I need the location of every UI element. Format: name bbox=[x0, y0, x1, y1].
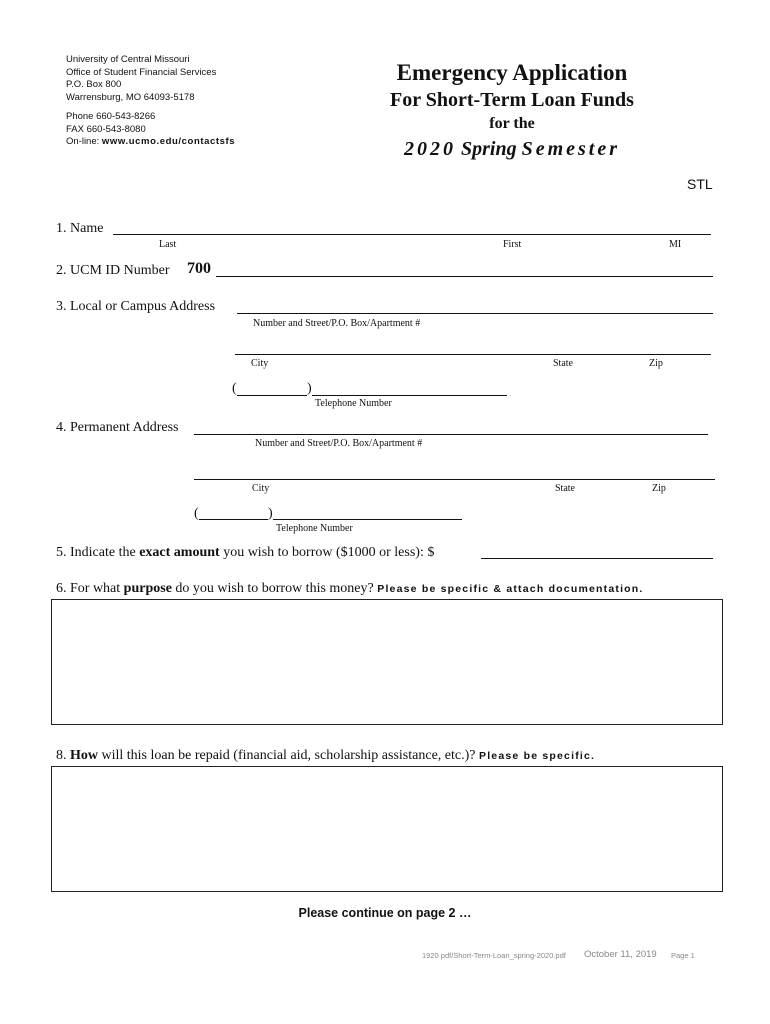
local-city-input-line[interactable] bbox=[235, 354, 711, 355]
semester-title bbox=[340, 134, 684, 164]
online-label: On-line: bbox=[66, 136, 100, 147]
repay-instruction: Please be specific. bbox=[478, 750, 596, 762]
permanent-city-input-line[interactable] bbox=[194, 479, 715, 480]
purpose-label-bold: purpose bbox=[123, 581, 172, 596]
repay-textarea[interactable] bbox=[51, 766, 723, 892]
repay-label-pre: 8. bbox=[56, 748, 70, 763]
name-sub-first: First bbox=[503, 239, 522, 250]
permanent-sub-city: City bbox=[252, 483, 270, 494]
form-code: STL bbox=[687, 176, 713, 192]
permanent-sub-phone: Telephone Number bbox=[276, 523, 353, 534]
amount-label-pre: 5. Indicate the bbox=[56, 545, 140, 560]
amount-input-line[interactable] bbox=[481, 558, 713, 559]
purpose-label bbox=[56, 581, 644, 597]
permanent-phone-close-paren: ) bbox=[268, 506, 273, 521]
permanent-sub-zip: Zip bbox=[652, 483, 666, 494]
amount-label-post: you wish to borrow ($1000 or less): $ bbox=[219, 545, 435, 560]
permanent-street-input-line[interactable] bbox=[194, 434, 708, 435]
ucm-id-input-line[interactable] bbox=[216, 276, 713, 277]
local-area-code-input-line[interactable] bbox=[237, 395, 307, 396]
local-street-input-line[interactable] bbox=[237, 313, 713, 314]
permanent-phone-open-paren: ( bbox=[194, 506, 199, 521]
permanent-sub-state: State bbox=[555, 483, 575, 494]
footer-date: October 11, 2019 bbox=[584, 949, 657, 960]
amount-label-bold: exact amount bbox=[139, 545, 220, 560]
footer-file-path: 1920 pdf/Short-Term-Loan_spring-2020.pdf bbox=[422, 951, 566, 960]
name-label: 1. Name bbox=[56, 221, 104, 236]
local-sub-street: Number and Street/P.O. Box/Apartment # bbox=[253, 318, 421, 329]
semester-term: Spring bbox=[460, 138, 517, 160]
purpose-textarea[interactable] bbox=[51, 599, 723, 725]
org-line: Office of Student Financial Services bbox=[66, 66, 217, 78]
website-link[interactable]: www.ucmo.edu/contactsfs bbox=[101, 136, 236, 147]
office-contact-block bbox=[66, 54, 235, 149]
org-line: University of Central Missouri bbox=[66, 54, 190, 65]
local-address-label: 3. Local or Campus Address bbox=[56, 299, 216, 314]
for-the-text: for the bbox=[489, 115, 535, 132]
org-line: P.O. Box 800 bbox=[66, 79, 122, 90]
local-sub-phone: Telephone Number bbox=[315, 398, 392, 409]
local-phone-close-paren: ) bbox=[307, 381, 312, 396]
permanent-area-code-input-line[interactable] bbox=[199, 519, 268, 520]
name-sub-mi: MI bbox=[669, 239, 682, 250]
online-line bbox=[66, 136, 235, 149]
name-sub-last: Last bbox=[159, 239, 177, 250]
ucm-id-label: 2. UCM ID Number bbox=[56, 263, 170, 278]
org-line: Warrensburg, MO 64093-5178 bbox=[66, 91, 195, 103]
local-sub-state: State bbox=[553, 358, 573, 369]
form-title: Emergency Application bbox=[396, 60, 628, 85]
purpose-label-pre: 6. For what bbox=[56, 581, 124, 596]
continue-note: Please continue on page 2 … bbox=[298, 906, 472, 920]
name-input-line[interactable] bbox=[113, 234, 711, 235]
permanent-address-label: 4. Permanent Address bbox=[56, 420, 179, 435]
amount-label bbox=[56, 545, 434, 561]
local-phone-input-line[interactable] bbox=[312, 395, 507, 396]
repay-label-bold: How bbox=[70, 748, 98, 763]
purpose-label-post: do you wish to borrow this money? bbox=[171, 581, 378, 596]
form-title-block bbox=[340, 58, 684, 164]
fax-line: FAX 660-543-8080 bbox=[66, 123, 146, 135]
local-sub-city: City bbox=[251, 358, 269, 369]
permanent-phone-input-line[interactable] bbox=[273, 519, 462, 520]
repay-label bbox=[56, 748, 595, 764]
form-subtitle: For Short-Term Loan Funds bbox=[390, 89, 634, 111]
phone-line: Phone 660-543-8266 bbox=[66, 111, 156, 122]
semester-word: Semester bbox=[521, 138, 621, 160]
local-sub-zip: Zip bbox=[649, 358, 663, 369]
permanent-sub-street: Number and Street/P.O. Box/Apartment # bbox=[255, 438, 423, 449]
local-phone-open-paren: ( bbox=[232, 381, 237, 396]
repay-label-post: will this loan be repaid (financial aid, scholarship assistance, etc.)? bbox=[98, 748, 479, 763]
purpose-instruction: Please be specific & attach documentation. bbox=[377, 583, 644, 595]
footer-page-number: Page 1 bbox=[671, 951, 695, 960]
semester-year: 2020 bbox=[403, 138, 456, 160]
ucm-id-prefix: 700 bbox=[187, 260, 211, 277]
